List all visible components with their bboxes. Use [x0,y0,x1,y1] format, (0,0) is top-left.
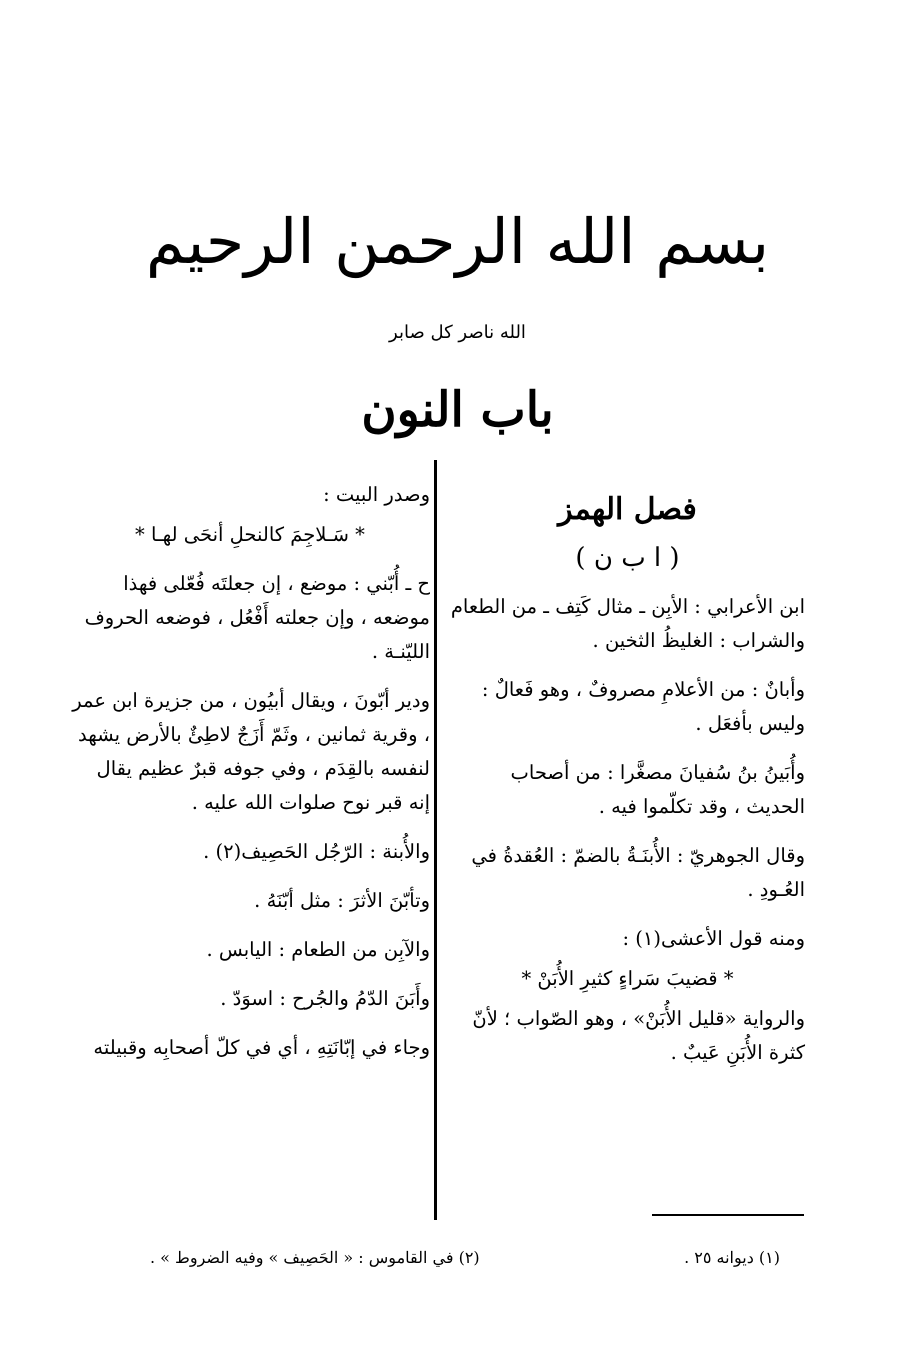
footnote-rule [652,1214,804,1216]
paragraph: ومنه قول الأعشى(١) : [622,927,805,950]
paragraph: وقال الجوهريّ : الأُبنَـةُ بالضمّ : العُقدةُ في العُـودِ . [471,844,805,901]
verse-line: * سَـلاجِمَ كالنحلِ أنحَى لهـا * [135,523,365,546]
footnote-2: (٢) في القاموس : « الحَصِيف » وفيه الضروط » . [150,1248,480,1267]
footnote-1: (١) ديوانه ٢٥ . [684,1248,780,1267]
paragraph: وتأبّنَ الأثرَ : مثل أبّنَهُ . [254,889,430,912]
paragraph: والآبِن من الطعام : اليابس . [206,938,430,961]
motto-line: الله ناصر كل صابر [389,322,526,343]
footnotes [150,1248,780,1267]
paragraph: والرواية «قليل الأُبَنْ» ، وهو الصّواب ؛ لأنّ كثرة الأُبَنِ عَيبٌ . [472,1007,805,1064]
paragraph: وصدر البيت : [323,483,430,506]
paragraph: وأَبَنَ الدّمُ والجُرح : اسوَدّ . [220,987,430,1010]
paragraph: وأبانٌ : من الأعلامِ مصروفٌ ، وهو فَعالٌ : وليس بأفعَل . [481,678,805,735]
right-column [450,478,805,1085]
root-letters: ( ا ب ن ) [575,543,680,573]
left-column [70,478,430,1080]
verse-line: * قضيبَ سَراءٍ كثيرِ الأُبَنْ * [521,967,734,990]
paragraph: وجاء في إبّانَتِهِ ، أي في كلّ أصحابِه وقبيلته [93,1036,430,1059]
chapter-title: باب النون [361,382,554,438]
bismillah-heading: بسم الله الرحمن الرحيم [145,205,770,278]
paragraph: ابن الأعرابي : الأبِن ـ مثال كَتِف ـ من الطعام والشراب : الغليظُ الثخين . [450,595,805,652]
paragraph: ودير أبّونَ ، ويقال أبيُون ، من جزيرة ابن عمر ، وقرية ثمانين ، وثَمّ أَزَجٌ لاطِئٌ بالأرض يشهد لنفسه بالقِدَم ، وفي جوفه قبرٌ عظيم يقال إنه قبر نوح صلوات الله عليه . [72,689,430,814]
section-title: فصل الهمز [558,492,697,527]
paragraph: ح ـ أُبّني : موضع ، إن جعلتَه فُعّلى فهذا موضعه ، وإن جعلته أَفْعُل ، فوضعه الحروف الليّنـة . [84,572,430,663]
paragraph: والأُبنة : الرّجُل الحَصِيف(٢) . [203,840,430,863]
paragraph: وأُبَينُ بنُ سُفيانَ مصغَّرا : من أصحاب الحديث ، وقد تكلّموا فيه . [510,761,805,818]
column-divider [434,460,437,1220]
